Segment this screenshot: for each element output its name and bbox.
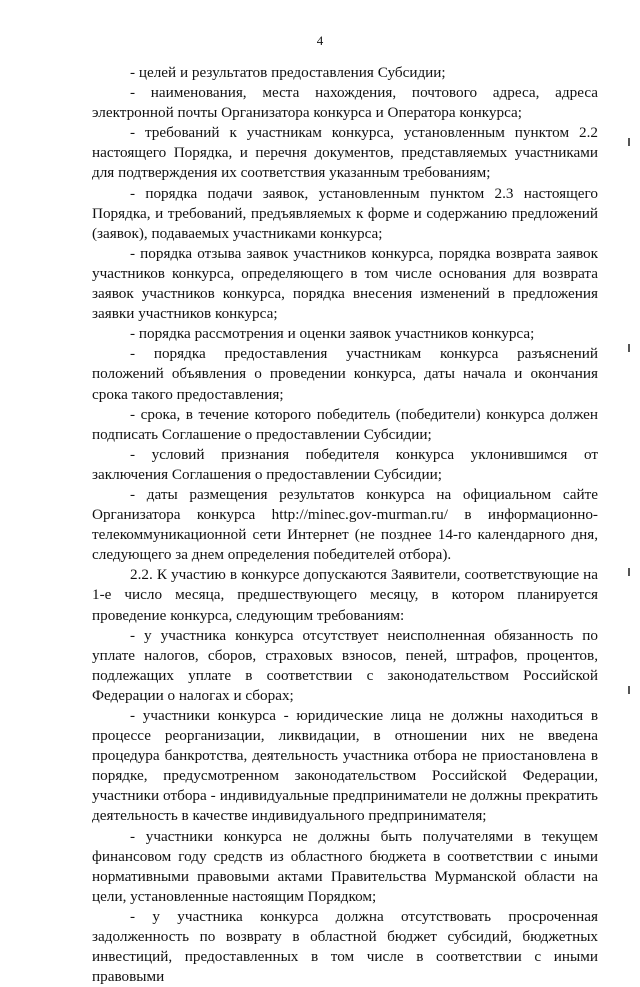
paragraph: - порядка рассмотрения и оценки заявок участников конкурса; — [130, 325, 535, 343]
paragraph: - порядка предоставления участникам конкурса разъяснений положений объявления о проведении конкурса, даты начала и окончания срока такого предоставления; — [92, 345, 598, 403]
scan-margin-mark — [628, 344, 630, 352]
paragraph: 2.2. К участию в конкурсе допускаются Заявители, соответствующие на 1-е число месяца, предшествующего месяцу, в котором планируется проведение конкурса, следующим требованиям: — [92, 566, 598, 624]
paragraph: - у участника конкурса должна отсутствовать просроченная задолженность по возврату в областной бюджет субсидий, бюджетных инвестиций, предоставленных в том числе в соответствии с иными правовыми — [92, 907, 598, 986]
paragraph: - порядка отзыва заявок участников конкурса, порядка возврата заявок участников конкурса, определяющего в том числе основания для возврата заявок участников конкурса, порядка внесения изменений в предложения заявки участников конкурса; — [92, 244, 598, 323]
paragraph: - участники конкурса не должны быть получателями в текущем финансовом году средств из областного бюджета в соответствии с иными нормативными правовыми актами Правительства Мурманской области на цели, установленные настоящим Порядком; — [92, 827, 598, 905]
paragraph: - порядка подачи заявок, установленным пунктом 2.3 настоящего Порядка, и требований, предъявляемых к форме и содержанию предложений (заявок), подаваемых участниками конкурса; — [92, 184, 598, 242]
page-number: 4 — [316, 33, 324, 48]
paragraph: - требований к участникам конкурса, установленным пунктом 2.2 настоящего Порядка, и перечня документов, представляемых участниками для подтверждения их соответствия указанным требованиям; — [92, 124, 598, 182]
paragraph: - даты размещения результатов конкурса на официальном сайте Организатора конкурса http://minec.gov-murman.ru/ в информационно-телекоммуникационной сети Интернет (не позднее 14-го календарного дня, следующего за днем определения победителей отбора). — [92, 485, 598, 564]
paragraph: - срока, в течение которого победитель (победители) конкурса должен подписать Соглашение о предоставлении Субсидии; — [92, 405, 598, 443]
scan-margin-mark — [628, 686, 630, 694]
scan-margin-mark — [628, 568, 630, 576]
paragraph: - у участника конкурса отсутствует неисполненная обязанность по уплате налогов, сборов, страховых взносов, пеней, штрафов, процентов, подлежащих уплате в соответствии с законодательством Российской Федерации о налогах и сборах; — [92, 626, 598, 704]
paragraph: - участники конкурса - юридические лица не должны находиться в процессе реорганизации, ликвидации, в отношении них не введена процедура банкротства, деятельность участника отбора не приостановлена в порядке, предусмотренном законодательством Российской Федерации, участники отбора - индивидуальные предприниматели не должны прекратить деятельность в качестве индивидуального предпринимателя; — [92, 707, 598, 825]
document-body — [92, 63, 598, 987]
scan-margin-mark — [628, 138, 630, 146]
paragraph: - наименования, места нахождения, почтового адреса, адреса электронной почты Организатора конкурса и Оператора конкурса; — [92, 84, 598, 122]
paragraph: - целей и результатов предоставления Субсидии; — [130, 64, 446, 81]
paragraph: - условий признания победителя конкурса уклонившимся от заключения Соглашения о предоставлении Субсидии; — [92, 445, 598, 483]
